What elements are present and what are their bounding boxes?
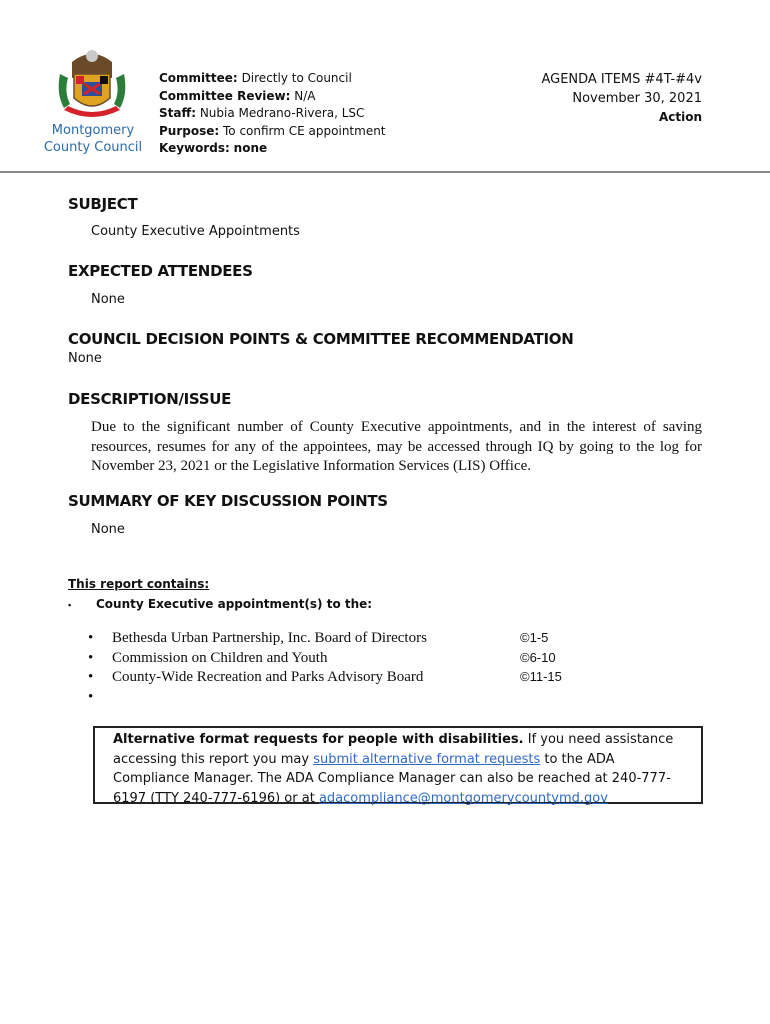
staff-value: Nubia Medrano-Rivera, LSC — [199, 106, 365, 120]
ada-email-link[interactable]: adacompliance@montgomerycountymd.gov — [318, 790, 608, 806]
notice-bold-text: Alternative format requests for people with disabilities. — [113, 732, 524, 747]
purpose-row — [159, 123, 386, 141]
alt-format-request-link[interactable]: submit alternative format requests — [313, 751, 541, 767]
summary-text: None — [91, 522, 125, 537]
review-value: N/A — [294, 88, 316, 103]
purpose-label: Purpose: — [159, 123, 220, 138]
square-bullet: ▪ — [68, 600, 72, 610]
staff-label: Staff: — [159, 106, 196, 120]
keywords-value: none — [233, 141, 268, 155]
review-label: Committee Review: — [159, 88, 291, 103]
list-item — [88, 650, 608, 670]
purpose-value: To confirm CE appointment — [223, 123, 386, 138]
board-name: Bethesda Urban Partnership, Inc. Board of Directors — [112, 630, 427, 646]
description-text: Due to the significant number of County Executive appointments, and in the interest of saving resources, resumes for any of the appointees, may be accessed through IQ by going to the log for November 23, 2021 or the Legislative Information Services (LIS) Office. — [91, 419, 702, 474]
page-ref: ©1-5 — [520, 630, 549, 645]
page-ref: ©6-10 — [520, 649, 556, 665]
subject-heading: SUBJECT — [68, 195, 138, 213]
agenda-date: November 30, 2021 — [572, 91, 702, 106]
bullet: • — [88, 630, 94, 646]
agenda-block — [541, 70, 702, 127]
description-heading: DESCRIPTION/ISSUE — [68, 390, 232, 408]
committee-label: Committee: — [159, 71, 238, 85]
header-divider — [0, 171, 770, 173]
staff-row — [159, 105, 386, 123]
bullet: • — [88, 669, 94, 685]
page-ref: ©11-15 — [520, 669, 562, 684]
decision-text: None — [68, 351, 102, 366]
notice-text-2: to the ADA Compliance Manager. The ADA Compliance Manager can also be reached at 240-777-6197 (TTY 240-777-6196) or at — [113, 751, 671, 806]
attendees-heading: EXPECTED ATTENDEES — [68, 262, 253, 280]
list-item — [88, 630, 608, 650]
org-name — [40, 122, 146, 156]
bullet: • — [88, 688, 94, 705]
committee-row — [159, 70, 386, 88]
accessibility-notice — [93, 726, 703, 804]
report-sub-heading: County Executive appointment(s) to the: — [96, 597, 373, 611]
list-item — [88, 689, 608, 709]
board-name: Commission on Children and Youth — [112, 649, 328, 666]
attendees-text: None — [91, 292, 125, 307]
board-name: County-Wide Recreation and Parks Advisory Board — [112, 669, 424, 685]
keywords-label: Keywords: — [159, 141, 230, 155]
notice-text-1: If you need assistance accessing this report you may — [113, 732, 674, 767]
appointment-list — [88, 630, 608, 708]
memo-meta — [159, 70, 386, 158]
keywords-row — [159, 140, 386, 158]
review-row — [159, 88, 386, 106]
agenda-items: AGENDA ITEMS #4T-#4v — [541, 72, 702, 87]
agenda-action: Action — [658, 110, 702, 124]
subject-text: County Executive Appointments — [91, 224, 300, 239]
report-contains-label: This report contains: — [68, 577, 210, 591]
bullet: • — [88, 649, 94, 666]
decision-heading: COUNCIL DECISION POINTS & COMMITTEE RECOMMENDATION — [68, 330, 574, 348]
list-item — [88, 669, 608, 689]
org-name-line2: County Council — [43, 140, 143, 155]
summary-heading: SUMMARY OF KEY DISCUSSION POINTS — [68, 492, 388, 510]
committee-value: Directly to Council — [241, 71, 352, 85]
org-name-line1: Montgomery — [51, 123, 135, 138]
county-seal-logo — [54, 44, 130, 126]
